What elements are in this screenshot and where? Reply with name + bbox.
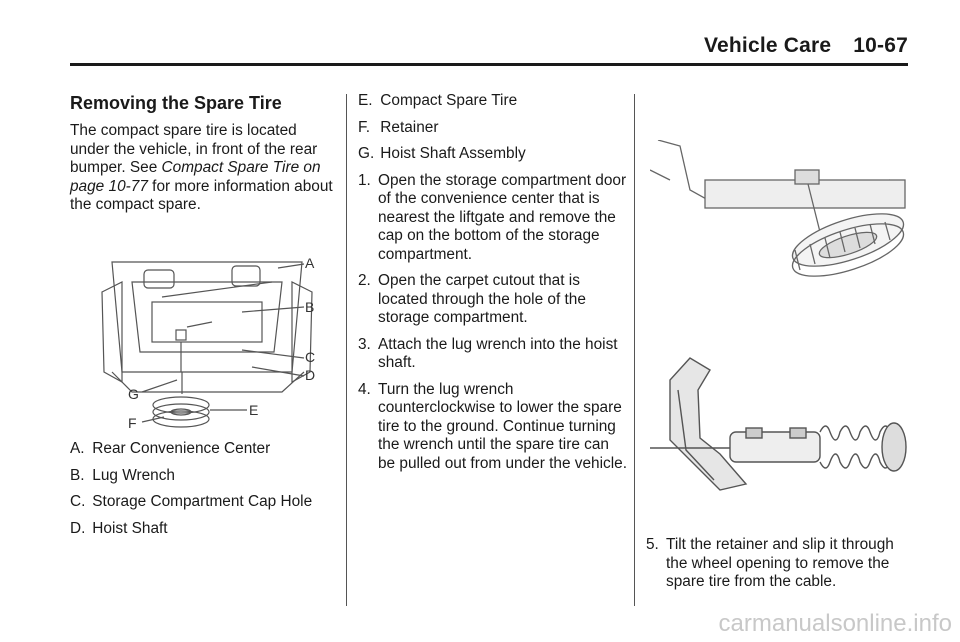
legend-item: F. Retainer xyxy=(358,118,439,136)
callout-g: G xyxy=(128,386,139,402)
step-1: 1. Open the storage compartment door of the convenience center that is nearest the liftgate and remove the cap on the bottom of the storage compartment. xyxy=(358,171,627,263)
callout-c: C xyxy=(305,349,316,365)
callout-d: D xyxy=(305,367,316,383)
header-rule xyxy=(70,63,908,66)
callout-e: E xyxy=(249,402,259,418)
watermark: carmanualsonline.info xyxy=(718,610,952,637)
column-divider-1 xyxy=(346,94,347,606)
step-5: 5. Tilt the retainer and slip it through the wheel opening to remove the spare tire from the cable. xyxy=(646,536,894,590)
cargo-area-illustration xyxy=(92,252,322,432)
column-3 xyxy=(646,536,908,600)
callout-f: F xyxy=(128,415,137,431)
header-section-title: Vehicle Care xyxy=(703,34,832,57)
column-1 xyxy=(70,92,340,215)
legend-item: G. Hoist Shaft Assembly xyxy=(358,145,526,162)
legend-item: B. Lug Wrench xyxy=(70,466,175,484)
page-header xyxy=(704,34,908,58)
legend-item: E. Compact Spare Tire xyxy=(358,92,518,109)
retainer-hoist-illustration xyxy=(650,350,910,510)
intro-text-after: for more information about the compact spare. xyxy=(70,177,333,213)
legend-item: A. Rear Convenience Center xyxy=(70,440,271,457)
step-3: 3. Attach the lug wrench into the hoist shaft. xyxy=(358,335,618,371)
legend-item: D. Hoist Shaft xyxy=(70,519,168,537)
spare-tire-under-vehicle-illustration xyxy=(650,140,910,300)
column-divider-2 xyxy=(634,94,635,606)
intro-paragraph xyxy=(70,122,340,215)
section-heading: Removing the Spare Tire xyxy=(70,93,282,113)
legend-list-part-1 xyxy=(70,440,340,546)
header-page-number: 10-67 xyxy=(853,34,908,57)
callout-b: B xyxy=(305,299,315,315)
step-4: 4. Turn the lug wrench counterclockwise to lower the spare tire to the ground. Continue turning the wrench until the spare tire can be pulled out from under the vehicle. xyxy=(358,380,627,472)
cross-reference-link[interactable]: Compact Spare Tire on page 10-77 xyxy=(70,159,321,195)
legend-item: C. Storage Compartment Cap Hole xyxy=(70,493,313,510)
callout-a: A xyxy=(305,255,315,271)
step-2: 2. Open the carpet cutout that is located through the hole of the storage compartment. xyxy=(358,272,586,326)
intro-text-before: The compact spare tire is located under the vehicle, in front of the rear bumper. See xyxy=(70,122,318,176)
column-2 xyxy=(358,92,630,481)
